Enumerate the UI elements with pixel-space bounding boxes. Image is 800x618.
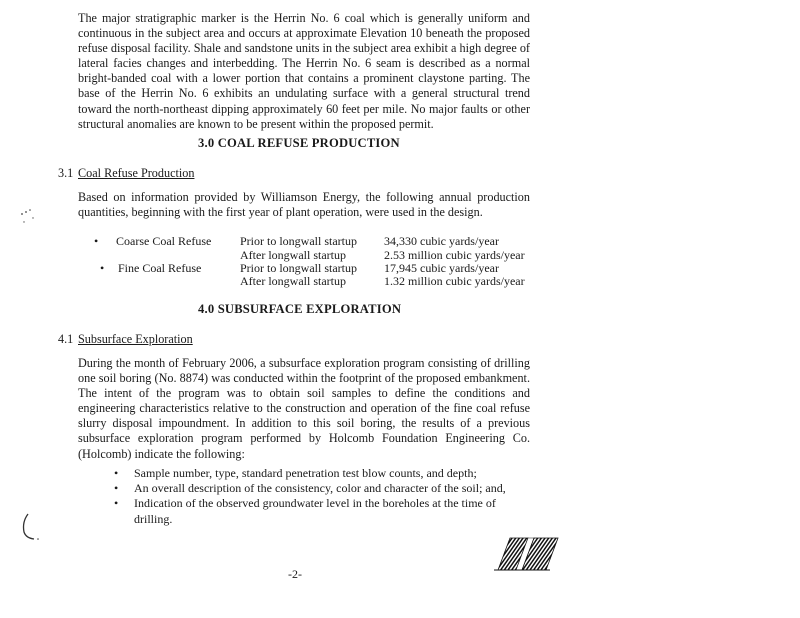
list-item <box>114 481 514 496</box>
quantity: 1.32 million cubic yards/year <box>384 274 525 288</box>
production-row <box>80 261 540 275</box>
condition: Prior to longwall startup <box>240 234 357 248</box>
production-row <box>80 274 540 288</box>
margin-dots-mark <box>18 204 38 230</box>
bullet: • <box>114 466 119 480</box>
subsection-3-1 <box>58 166 194 181</box>
condition: After longwall startup <box>240 248 346 262</box>
subsection-title: Coal Refuse Production <box>78 166 195 180</box>
list-item-text: Indication of the observed groundwater level in the boreholes at the time of drilling. <box>134 496 496 526</box>
seal-stamp-icon <box>492 534 564 572</box>
list-item <box>114 496 514 526</box>
intro-paragraph: The major stratigraphic marker is the Herrin No. 6 coal which is generally uniform and continuous in the subject area and occurs at approximate Elevation 10 beneath the proposed refuse disposal facility. Shale and sandstone units in the subject area exhibit a high degree of lateral facies changes and interbedding. The Herrin No. 6 seam is described as a normal bright-banded coal with a lower portion that contains a prominent claystone parting. The base of the Herrin No. 6 exhibits an undulating surface with a general structural trend toward the north-northeast dipping approximately 60 feet per mile. No major faults or other structural anomalies are known to be present within the proposed permit. <box>78 11 530 131</box>
condition: Prior to longwall startup <box>240 261 357 275</box>
list-item-text: An overall description of the consistency, color and character of the soil; and, <box>134 481 506 496</box>
list-item-text: Sample number, type, standard penetration test blow counts, and depth; <box>134 466 477 480</box>
production-row <box>80 234 540 248</box>
page-number: -2- <box>288 567 302 581</box>
subsection-4-1 <box>58 332 193 347</box>
refuse-type: Coarse Coal Refuse <box>116 234 212 248</box>
section-3-heading: 3.0 COAL REFUSE PRODUCTION <box>198 136 400 150</box>
section-4-heading: 4.0 SUBSURFACE EXPLORATION <box>198 302 402 316</box>
exploration-bullet-list <box>114 466 514 527</box>
bullet: • <box>114 496 119 511</box>
production-paragraph: Based on information provided by Williamson Energy, the following annual production quantities, beginning with the first year of plant operation, were used in the design. <box>78 190 530 220</box>
subsection-number: 4.1 <box>58 332 74 346</box>
bullet: • <box>100 261 105 275</box>
production-row <box>80 248 540 262</box>
refuse-type: Fine Coal Refuse <box>118 261 202 275</box>
condition: After longwall startup <box>240 274 346 288</box>
quantity: 17,945 cubic yards/year <box>384 261 499 275</box>
exploration-paragraph: During the month of February 2006, a subsurface exploration program consisting of drilling one soil boring (No. 8874) was conducted within the footprint of the proposed embankment. The intent of the program was to obtain soil samples to define the conditions and engineering characteristics relative to the construction and operation of the fine coal refuse slurry disposal impoundment. In addition to this soil boring, the results of a previous subsurface exploration program performed by Holcomb Foundation Engineering Co. (Holcomb) indicate the following: <box>78 356 530 461</box>
bullet: • <box>114 481 119 496</box>
bullet: • <box>94 234 99 248</box>
quantity: 2.53 million cubic yards/year <box>384 248 525 262</box>
subsection-number: 3.1 <box>58 166 74 180</box>
margin-bracket-mark <box>18 512 46 542</box>
quantity: 34,330 cubic yards/year <box>384 234 499 248</box>
subsection-title: Subsurface Exploration <box>78 332 193 346</box>
list-item <box>114 466 514 481</box>
